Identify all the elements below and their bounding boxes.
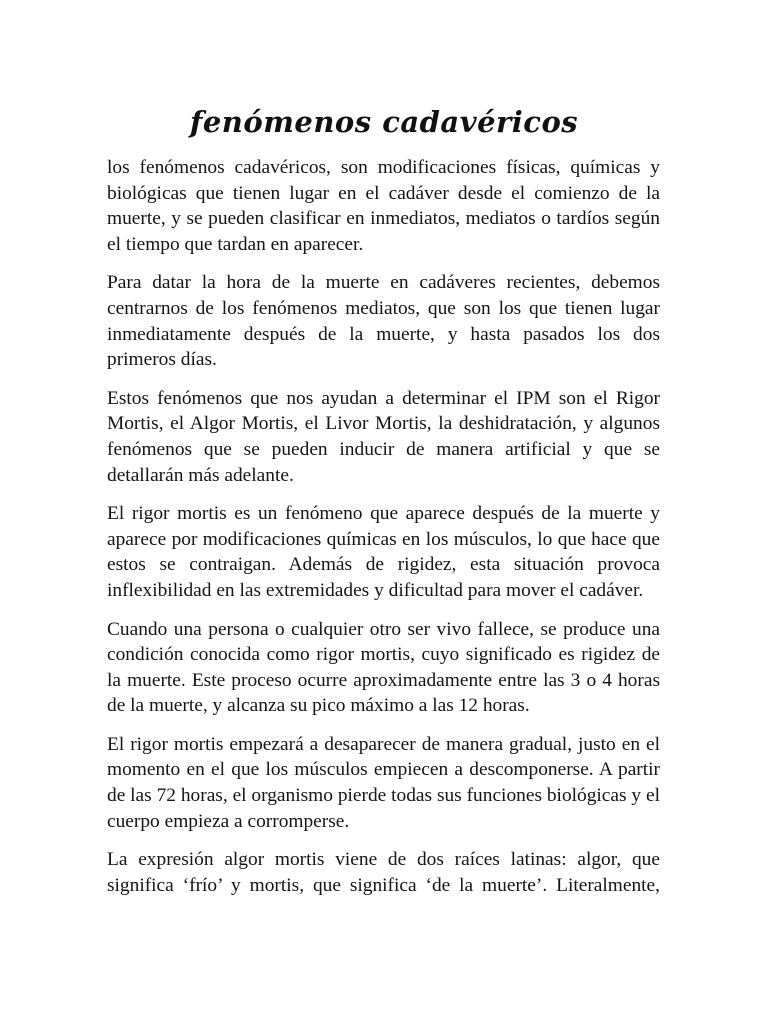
paragraph-4: El rigor mortis es un fenómeno que aparece después de la muerte y aparece por modificaciones químicas en los músculos, lo que hace que estos se contraigan. Además de rigidez, esta situación provoca inflexibilidad en las extremidades y dificultad para mover el cadáver.	[107, 503, 660, 601]
paragraph-3: Estos fenómenos que nos ayudan a determinar el IPM son el Rigor Mortis, el Algor Mortis, el Livor Mortis, la deshidratación, y algunos fenómenos que se pueden inducir de manera artificial y que se detallarán más adelante.	[107, 387, 660, 486]
paragraph-7: La expresión algor mortis viene de dos raíces latinas: algor, que significa ‘frío’ y mortis, que significa ‘de la muerte’. Literalmente,	[107, 849, 660, 896]
paragraph-5: Cuando una persona o cualquier otro ser vivo fallece, se produce una condición conocida como rigor mortis, cuyo significado es rigidez de la muerte. Este proceso ocurre aproximadamente entre las 3 o 4 horas de la muerte, y alcanza su pico máximo a las 12 horas.	[107, 618, 660, 717]
document-title: fenómenos cadavéricos	[189, 105, 579, 139]
paragraph-1: los fenómenos cadavéricos, son modificaciones físicas, químicas y biológicas que tienen lugar en el cadáver desde el comienzo de la muerte, y se pueden clasificar en inmediatos, mediatos o tardíos según el tiempo que tardan en aparecer.	[107, 157, 660, 255]
document-body	[107, 155, 660, 911]
paragraph-2: Para datar la hora de la muerte en cadáveres recientes, debemos centrarnos de los fenómenos mediatos, que son los que tienen lugar inmediatamente después de la muerte, y hasta pasados los dos primeros días.	[107, 272, 660, 371]
paragraph-6: El rigor mortis empezará a desaparecer de manera gradual, justo en el momento en el que los músculos empiecen a descomponerse. A partir de las 72 horas, el organismo pierde todas sus funciones biológicas y el cuerpo empieza a corromperse.	[107, 733, 660, 832]
